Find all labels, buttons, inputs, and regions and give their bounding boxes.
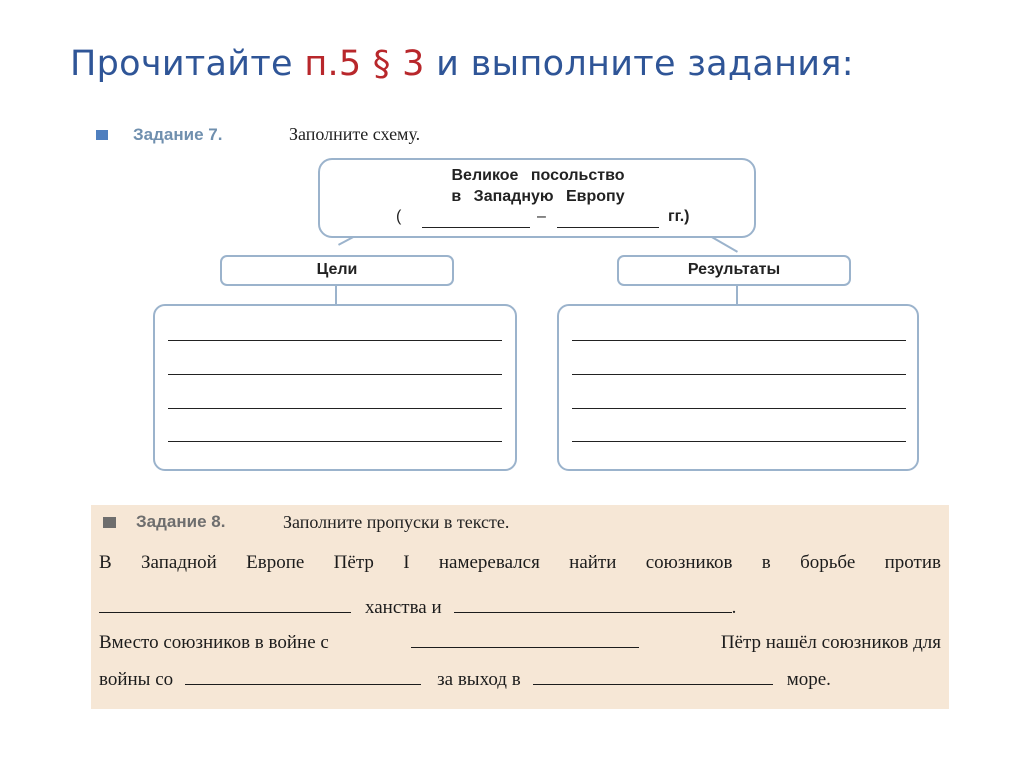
task8-line1 [99,552,941,574]
slide-title [70,44,854,84]
task8-instruction: Заполните пропуски в тексте. [283,512,510,532]
title-part1: Прочитайте [70,44,305,84]
embassy-open-paren: ( [396,208,402,225]
task8-line4-start: войны со [99,669,174,690]
task8-word: намеревался [438,552,540,573]
task7-label: Задание 7. [133,125,223,144]
second-enemy-blank[interactable] [454,596,732,613]
task8-word: найти [569,552,617,573]
task8-line2-end: . [731,597,737,618]
sea-blank[interactable] [533,668,773,685]
task8-line3-end: Пётр нашёл союзников для [720,632,941,653]
task8-word: Пётр [333,552,374,573]
embassy-dash: – [537,208,546,225]
task8-word: в [761,552,771,573]
result-blank-1[interactable] [572,340,906,341]
result-blank-2[interactable] [572,374,906,375]
task8-line2-mid: ханства и [365,597,442,618]
task8-line2 [99,596,941,619]
task8-word: I [403,552,410,573]
goal-blank-3[interactable] [168,408,502,409]
task8-word: союзников [645,552,733,573]
title-part2: и выполните задания: [424,44,854,84]
task8-word: Европе [246,552,305,573]
goals-header: Цели [316,261,358,278]
result-blank-4[interactable] [572,441,906,442]
task7-square-marker [96,130,108,140]
connector-to-results [711,236,738,253]
embassy-year-start-blank[interactable] [422,227,530,228]
war-with-blank[interactable] [411,631,639,648]
goal-blank-1[interactable] [168,340,502,341]
task8-word: борьбе [800,552,856,573]
goal-blank-4[interactable] [168,441,502,442]
results-header: Результаты [687,261,781,278]
task7-instruction: Заполните схему. [289,124,421,144]
embassy-years-suffix: гг.) [668,208,690,225]
results-list-box [557,304,919,471]
result-blank-3[interactable] [572,408,906,409]
title-highlight: п.5 § 3 [304,44,425,84]
connector-results-list [736,285,738,305]
war-against-blank[interactable] [185,668,421,685]
task8-line3-start: Вместо союзников в войне с [99,632,329,653]
task8-line4-mid: за выход в [437,669,521,690]
task8-word: В [99,552,112,573]
task8-word: Западной [141,552,217,573]
task8-label: Задание 8. [136,512,226,531]
task8-panel [91,505,949,709]
embassy-title-line1: Великое посольство [451,167,625,184]
goals-list-box [153,304,517,471]
embassy-title-line2: в Западную Европу [451,188,625,205]
connector-goals-list [335,285,337,305]
khanate-blank[interactable] [99,596,351,613]
task8-line4-end: море. [786,669,831,690]
goal-blank-2[interactable] [168,374,502,375]
task8-word: против [884,552,941,573]
task8-line4 [99,668,941,691]
task8-line3 [99,631,941,654]
embassy-year-end-blank[interactable] [557,227,659,228]
task8-square-marker [103,517,116,528]
